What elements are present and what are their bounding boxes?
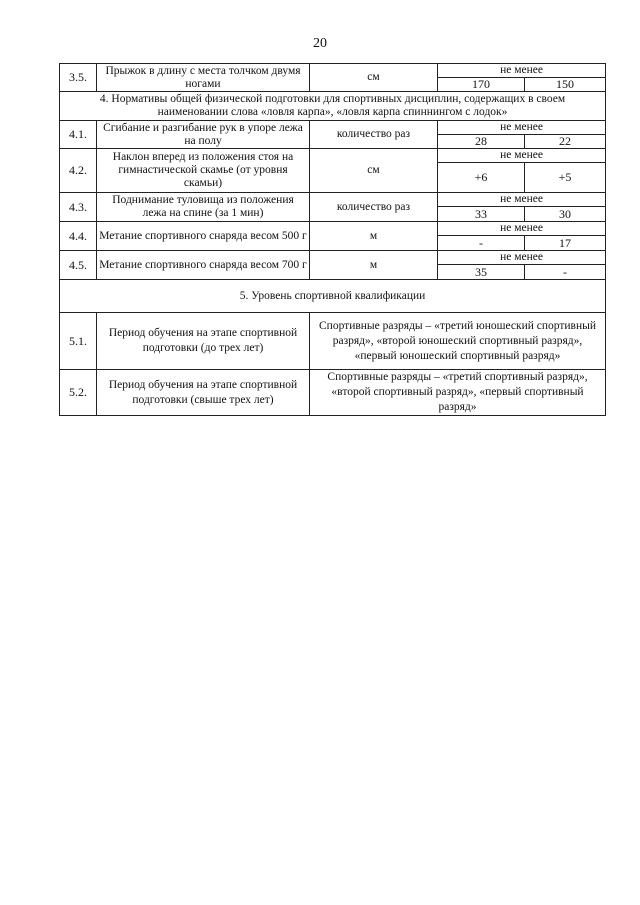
exercise-name: Наклон вперед из положения стоя на гимнастической скамье (от уровня скамьи) xyxy=(97,149,310,193)
value-2: 17 xyxy=(525,236,606,251)
table-row xyxy=(60,251,606,265)
value-1: 33 xyxy=(438,207,525,222)
unit: количество раз xyxy=(310,121,438,149)
value-1: 35 xyxy=(438,265,525,280)
value-2: +5 xyxy=(525,163,606,193)
min-header: не менее xyxy=(438,193,606,207)
min-header: не менее xyxy=(438,64,606,78)
table-row xyxy=(60,222,606,236)
exercise-name: Метание спортивного снаряда весом 500 г xyxy=(97,222,310,251)
min-header: не менее xyxy=(438,251,606,265)
value-2: 22 xyxy=(525,135,606,149)
table-row xyxy=(60,370,606,416)
qualification-value: Спортивные разряды – «третий спортивный разряд», «второй спортивный разряд», «первый спортивный разряд» xyxy=(310,370,606,416)
unit: см xyxy=(310,64,438,92)
value-1: 28 xyxy=(438,135,525,149)
row-number: 4.3. xyxy=(60,193,97,222)
min-header: не менее xyxy=(438,149,606,163)
unit: см xyxy=(310,149,438,193)
table-row xyxy=(60,121,606,135)
row-number: 5.2. xyxy=(60,370,97,416)
exercise-name: Прыжок в длину с места толчком двумя ногами xyxy=(97,64,310,92)
period-name: Период обучения на этапе спортивной подготовки (свыше трех лет) xyxy=(97,370,310,416)
row-number: 4.5. xyxy=(60,251,97,280)
row-number: 4.4. xyxy=(60,222,97,251)
row-number: 4.2. xyxy=(60,149,97,193)
period-name: Период обучения на этапе спортивной подготовки (до трех лет) xyxy=(97,313,310,370)
min-header: не менее xyxy=(438,222,606,236)
unit: м xyxy=(310,251,438,280)
exercise-name: Поднимание туловища из положения лежа на спине (за 1 мин) xyxy=(97,193,310,222)
row-number: 5.1. xyxy=(60,313,97,370)
exercise-name: Сгибание и разгибание рук в упоре лежа на полу xyxy=(97,121,310,149)
table-row xyxy=(60,64,606,78)
value-2: 30 xyxy=(525,207,606,222)
value-1: +6 xyxy=(438,163,525,193)
section-5-title: 5. Уровень спортивной квалификации xyxy=(60,280,606,313)
exercise-name: Метание спортивного снаряда весом 700 г xyxy=(97,251,310,280)
min-header: не менее xyxy=(438,121,606,135)
value-2: 150 xyxy=(525,78,606,92)
norms-table xyxy=(59,63,606,416)
qualification-value: Спортивные разряды – «третий юношеский спортивный разряд», «второй юношеский спортивный разряд», «первый юношеский спортивный разряд» xyxy=(310,313,606,370)
unit: м xyxy=(310,222,438,251)
table-row xyxy=(60,193,606,207)
value-1: - xyxy=(438,236,525,251)
table-row xyxy=(60,313,606,370)
page-number: 20 xyxy=(313,36,327,51)
table-row xyxy=(60,149,606,163)
unit: количество раз xyxy=(310,193,438,222)
row-number: 4.1. xyxy=(60,121,97,149)
value-2: - xyxy=(525,265,606,280)
value-1: 170 xyxy=(438,78,525,92)
section-4-title: 4. Нормативы общей физической подготовки для спортивных дисциплин, содержащих в своем наименовании слова «ловля карпа», «ловля карпа спиннингом с лодок» xyxy=(60,92,606,121)
row-number: 3.5. xyxy=(60,64,97,92)
